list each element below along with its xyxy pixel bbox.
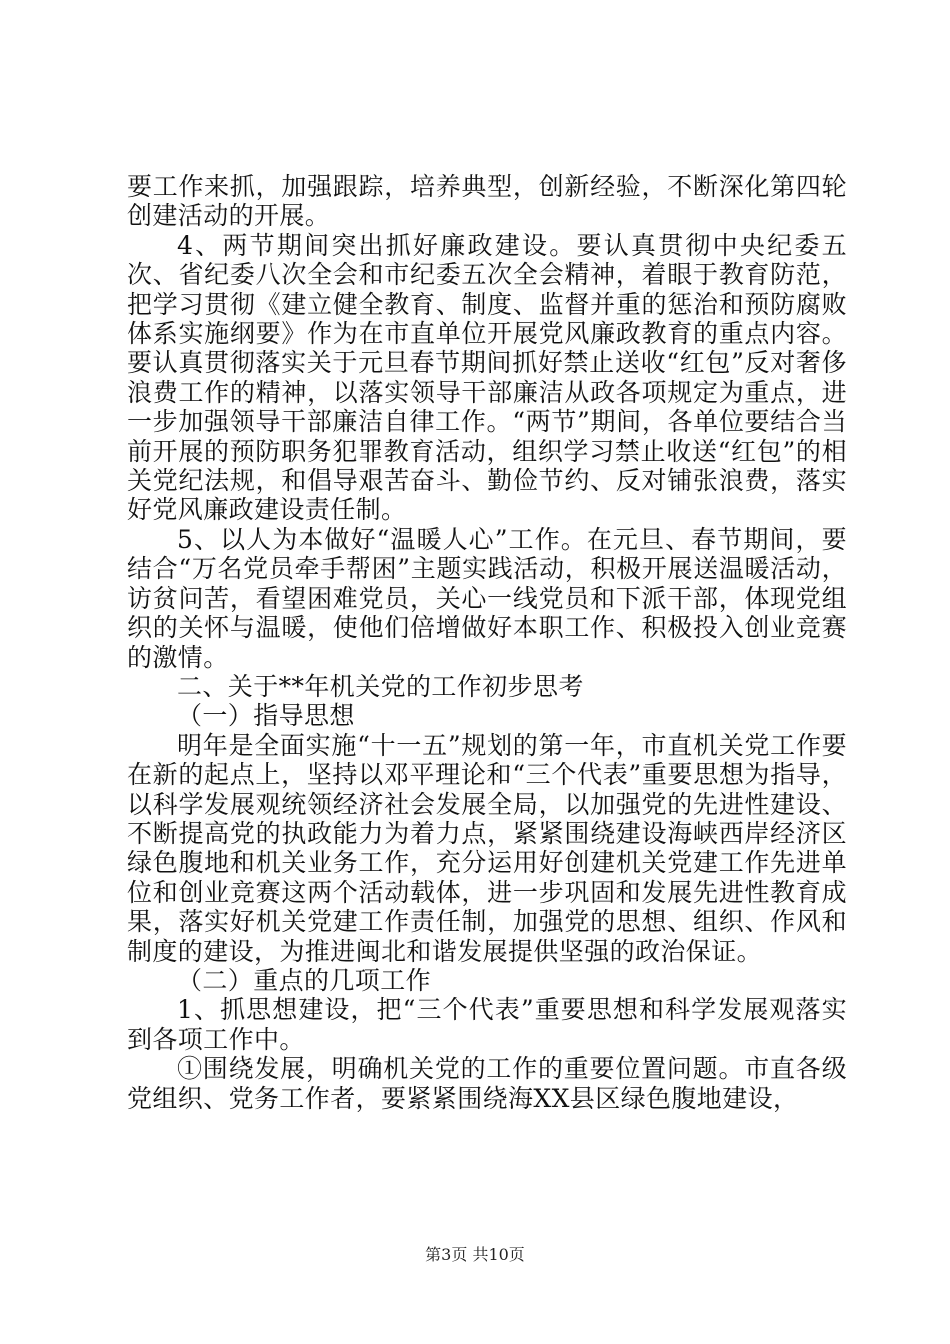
section-heading-2: 二、关于**年机关党的工作初步思考	[177, 671, 584, 701]
subsection-heading-1: （一）指导思想	[177, 701, 355, 731]
paragraph-item-1-1: ①围绕发展，明确机关党的工作的重要位置问题。市直各级党组织、党务工作者，要紧紧围绕海XX县区绿色腹地建设，	[127, 1054, 847, 1113]
paragraph-item-1: 1、抓思想建设，把“三个代表”重要思想和科学发展观落实到各项工作中。	[127, 995, 847, 1054]
paragraph-3: 5、以人为本做好“温暖人心”工作。在元旦、春节期间，要结合“万名党员牵手帮困”主题实践活动，积极开展送温暖活动，访贫问苦，看望困难党员，关心一线党员和下派干部，体现党组织的关怀与温暖，使他们倍增做好本职工作、积极投入创业竞赛的激情。	[127, 524, 847, 672]
subsection-heading-2: （二）重点的几项工作	[177, 965, 432, 995]
paragraph-2: 4、两节期间突出抓好廉政建设。要认真贯彻中央纪委五次、省纪委八次全会和市纪委五次全会精神，着眼于教育防范，把学习贯彻《建立健全教育、制度、监督并重的惩治和预防腐败体系实施纲要》作为在市直单位开展党风廉政教育的重点内容。要认真贯彻落实关于元旦春节期间抓好禁止送收“红包”反对奢侈浪费工作的精神，以落实领导干部廉洁从政各项规定为重点，进一步加强领导干部廉洁自律工作。“两节”期间，各单位要结合当前开展的预防职务犯罪教育活动，组织学习禁止收送“红包”的相关党纪法规，和倡导艰苦奋斗、勤俭节约、反对铺张浪费，落实好党风廉政建设责任制。	[127, 230, 847, 525]
paragraph-guiding-thought: 明年是全面实施“十一五”规划的第一年，市直机关党工作要在新的起点上，坚持以邓平理论和“三个代表”重要思想为指导，以科学发展观统领经济社会发展全局，以加强党的先进性建设、不断提高党的执政能力为着力点，紧紧围绕建设海峡西岸经济区绿色腹地和机关业务工作，充分运用好创建机关党建工作先进单位和创业竞赛这两个活动载体，进一步巩固和发展先进性教育成果，落实好机关党建工作责任制，加强党的思想、组织、作风和制度的建设，为推进闽北和谐发展提供坚强的政治保证。	[127, 730, 847, 966]
document-body	[127, 172, 847, 1113]
paragraph-1: 要工作来抓，加强跟踪，培养典型，创新经验，不断深化第四轮创建活动的开展。	[127, 172, 847, 231]
page-footer	[0, 1242, 950, 1265]
page-number-label: 第3页 共10页	[425, 1245, 525, 1264]
